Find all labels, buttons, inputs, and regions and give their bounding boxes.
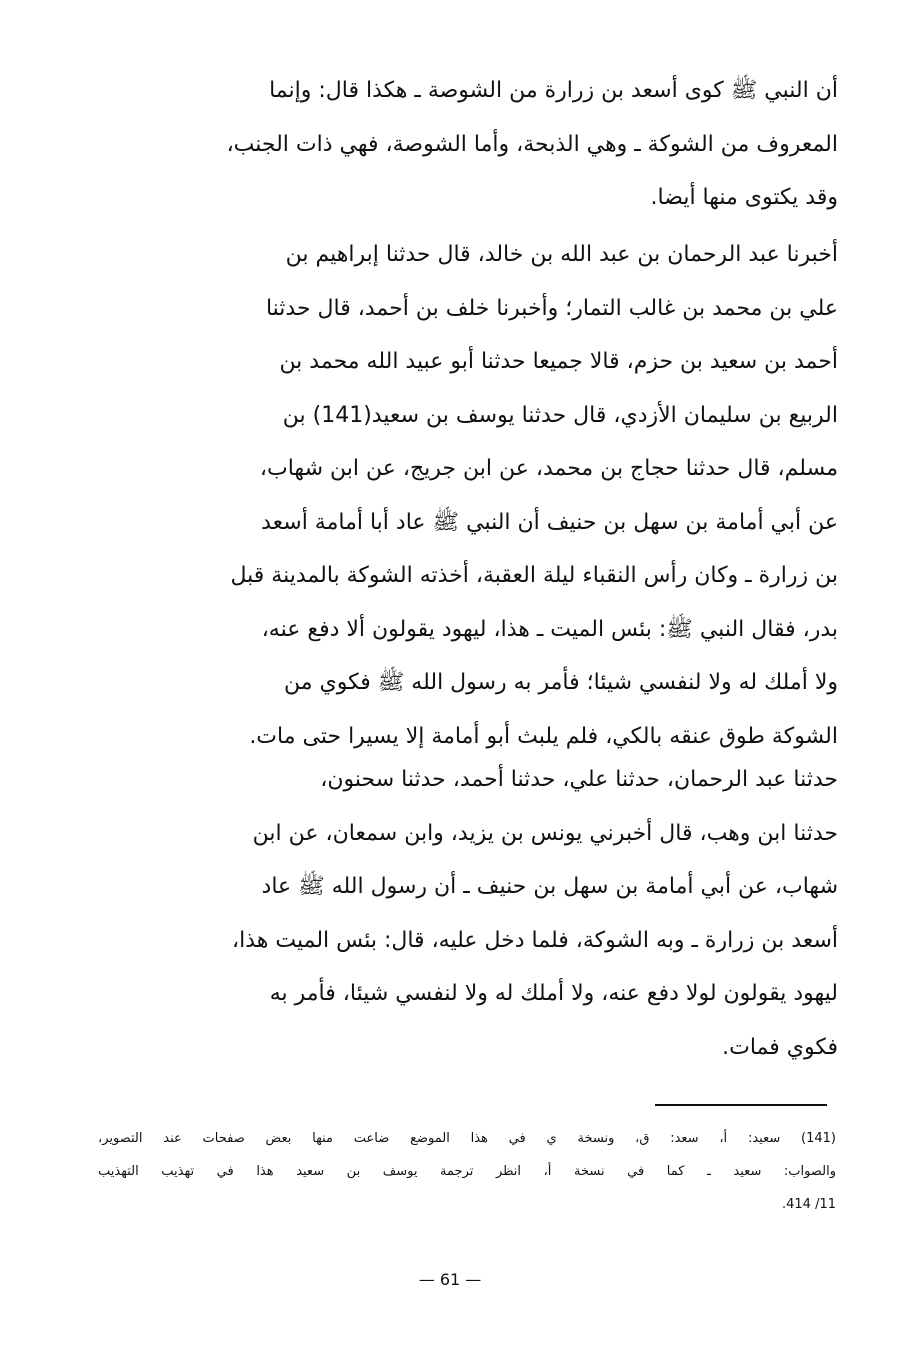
page-number: — 61 —	[418, 1270, 482, 1289]
text-line: ولا أملك له ولا لنفسي شيئا؛ فأمر به رسول الله ﷺ فكوي من	[283, 670, 838, 695]
footnote-line: (141) سعيد: أ، سعد: ق، ونسخة ي في هذا الموضع ضاعت منها بعض صفحات عند التصوير،	[98, 1131, 836, 1146]
paragraph-2	[100, 228, 838, 763]
text-line: شهاب، عن أبي أمامة بن سهل بن حنيف ـ أن رسول الله ﷺ عاد	[261, 874, 838, 899]
text-line: أخبرنا عبد الرحمان بن عبد الله بن خالد، قال حدثنا إبراهيم بن	[285, 242, 838, 267]
text-line: ليهود يقولون لولا دفع عنه، ولا أملك له ولا لنفسي شيئا، فأمر به	[269, 981, 838, 1006]
footnote-line: 11/ 414.	[781, 1197, 836, 1212]
text-line: علي بن محمد بن غالب التمار؛ وأخبرنا خلف بن أحمد، قال حدثنا	[265, 295, 838, 321]
text-line: أن النبي ﷺ كوى أسعد بن زرارة من الشوصة ـ هكذا قال: وإنما	[269, 78, 838, 103]
text-line: المعروف من الشوكة ـ وهي الذبحة، وأما الشوصة، فهي ذات الجنب،	[226, 131, 838, 157]
text-line: بن زرارة ـ وكان رأس النقباء ليلة العقبة، أخذته الشوكة بالمدينة قبل	[230, 563, 838, 588]
text-line: الربيع بن سليمان الأزدي، قال حدثنا يوسف بن سعيد(141) بن	[282, 402, 838, 428]
text-line: وقد يكتوى منها أيضا.	[650, 185, 838, 210]
text-line: أحمد بن سعيد بن حزم، قالا جميعا حدثنا أبو عبيد الله محمد بن	[279, 349, 838, 374]
footnote-line: والصواب: سعيد ـ كما في نسخة أ، انظر ترجمة يوسف بن سعيد هذا في تهذيب التهذيب	[98, 1164, 836, 1179]
text-line: بدر، فقال النبي ﷺ: بئس الميت ـ هذا، ليهود يقولون ألا دفع عنه،	[261, 616, 838, 642]
text-line: مسلم، قال حدثنا حجاج بن محمد، عن ابن جريج، عن ابن شهاب،	[259, 456, 838, 481]
text-line: الشوكة طوق عنقه بالكي، فلم يلبث أبو أمامة إلا يسيرا حتى مات.	[249, 723, 838, 749]
text-line: أسعد بن زرارة ـ وبه الشوكة، فلما دخل عليه، قال: بئس الميت هذا،	[232, 927, 838, 953]
text-line: عن أبي أمامة بن سهل بن حنيف أن النبي ﷺ عاد أبا أمامة أسعد	[261, 509, 838, 535]
paragraph-1	[100, 64, 838, 225]
footnotes	[98, 1122, 836, 1221]
footnote-divider	[655, 1104, 827, 1106]
paragraph-3	[100, 753, 838, 1074]
text-line: حدثنا عبد الرحمان، حدثنا علي، حدثنا أحمد، حدثنا سحنون،	[320, 767, 838, 792]
text-line: حدثنا ابن وهب، قال أخبرني يونس بن يزيد، وابن سمعان، عن ابن	[252, 820, 838, 846]
text-line: فكوي فمات.	[722, 1034, 838, 1060]
